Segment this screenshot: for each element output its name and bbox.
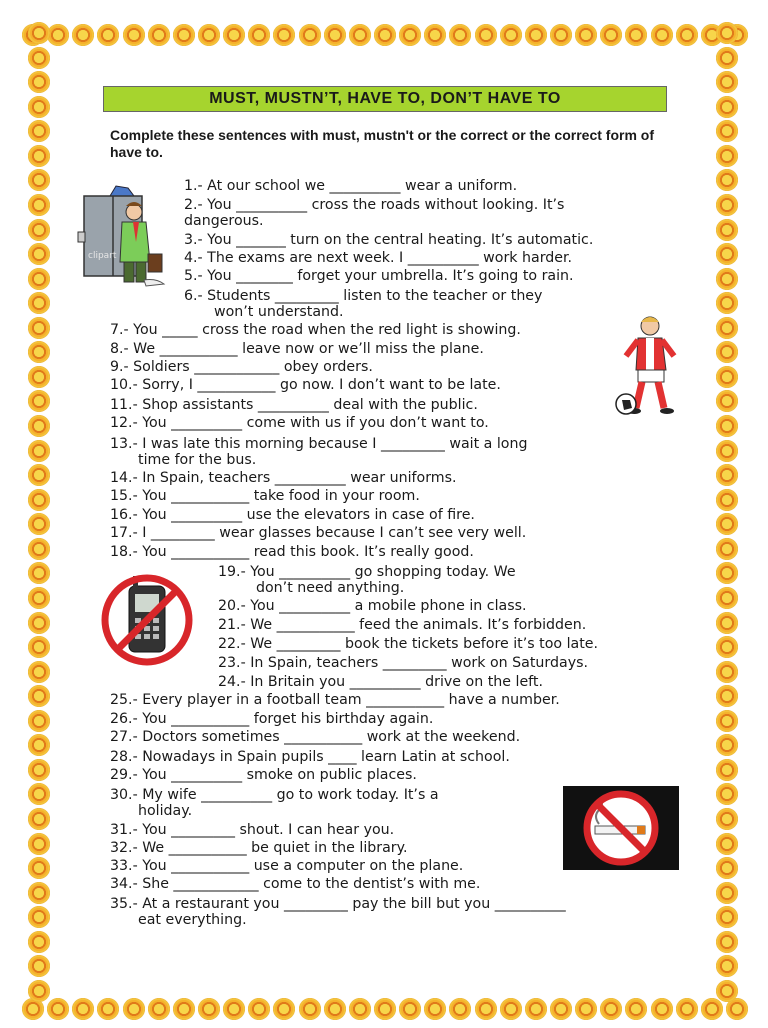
sun-border-icon xyxy=(525,998,547,1020)
exercise-sentence xyxy=(110,470,457,486)
sun-border-icon xyxy=(399,24,421,46)
sun-border-icon xyxy=(28,980,50,1002)
sun-border-icon xyxy=(550,998,572,1020)
sun-border-icon xyxy=(97,998,119,1020)
sentence-continuation: won’t understand. xyxy=(214,304,344,320)
sun-border-icon xyxy=(28,783,50,805)
sun-border-icon xyxy=(299,24,321,46)
sun-border-icon xyxy=(28,120,50,142)
exercise-sentence xyxy=(184,232,593,248)
exercise-sentence xyxy=(110,525,526,541)
exercise-sentence xyxy=(110,787,439,819)
sun-border-icon xyxy=(550,24,572,46)
exercise-sentence xyxy=(184,268,574,284)
sun-border-icon xyxy=(716,489,738,511)
exercise-sentence xyxy=(110,767,417,783)
exercise-sentence xyxy=(110,876,480,892)
sun-border-icon xyxy=(716,685,738,707)
sentence-text: 1.- At our school we __________ wear a uniform. xyxy=(184,178,518,194)
sun-border-icon xyxy=(399,998,421,1020)
sentence-text: 4.- The exams are next week. I __________ work harder. xyxy=(184,250,573,266)
sentence-text: 12.- You __________ come with us if you don’t want to. xyxy=(110,415,489,431)
sun-border-icon xyxy=(28,587,50,609)
exercise-sentence xyxy=(110,341,484,357)
sun-border-icon xyxy=(716,47,738,69)
sentence-text: 8.- We ___________ leave now or we’ll miss the plane. xyxy=(110,341,484,357)
sun-border-icon xyxy=(716,636,738,658)
sun-border-icon xyxy=(716,857,738,879)
sun-border-icon xyxy=(28,390,50,412)
sun-border-icon xyxy=(173,998,195,1020)
sentence-text: 16.- You __________ use the elevators in case of fire. xyxy=(110,507,475,523)
sun-border-icon xyxy=(716,955,738,977)
sun-border-icon xyxy=(716,22,738,44)
sun-border-icon xyxy=(28,71,50,93)
instructions: Complete these sentences with must, mustn't or the correct or the correct form of have to. xyxy=(110,127,654,160)
sentence-text: 32.- We ___________ be quiet in the library. xyxy=(110,840,408,856)
exercise-sentence xyxy=(218,598,527,614)
sun-border-icon xyxy=(475,24,497,46)
sentence-text: 21.- We ___________ feed the animals. It’s forbidden. xyxy=(218,617,587,633)
sentence-text: 13.- I was late this morning because I _________ wait a long xyxy=(110,436,528,452)
sun-border-icon xyxy=(28,219,50,241)
exercise-sentence xyxy=(110,488,420,504)
sun-border-icon xyxy=(28,612,50,634)
sentence-text: 34.- She ____________ come to the dentist’s with me. xyxy=(110,876,481,892)
sun-border-icon xyxy=(600,998,622,1020)
sun-border-icon xyxy=(173,24,195,46)
sun-border-icon xyxy=(374,998,396,1020)
sun-border-icon xyxy=(716,783,738,805)
sun-border-icon xyxy=(349,998,371,1020)
sun-border-icon xyxy=(223,998,245,1020)
sun-border-icon xyxy=(716,833,738,855)
sentence-text: 29.- You __________ smoke on public places. xyxy=(110,767,417,783)
sun-border-icon xyxy=(28,489,50,511)
sun-border-icon xyxy=(374,24,396,46)
sun-border-icon xyxy=(716,194,738,216)
exercise-sentence xyxy=(110,322,521,338)
sun-border-icon xyxy=(525,24,547,46)
sun-border-icon xyxy=(716,710,738,732)
sun-border-icon xyxy=(148,24,170,46)
sentence-text: 28.- Nowadays in Spain pupils ____ learn Latin at school. xyxy=(110,749,510,765)
sun-border-icon xyxy=(28,710,50,732)
sentence-text: 11.- Shop assistants __________ deal with the public. xyxy=(110,397,478,413)
sun-border-icon xyxy=(625,998,647,1020)
exercise-sentence xyxy=(110,544,474,560)
sun-border-icon xyxy=(716,243,738,265)
sun-border-icon xyxy=(28,759,50,781)
sun-border-icon xyxy=(716,612,738,634)
sun-border-icon xyxy=(716,96,738,118)
sun-border-icon xyxy=(123,24,145,46)
exercise-sentence xyxy=(218,674,543,690)
sun-border-icon xyxy=(28,145,50,167)
sun-border-icon xyxy=(716,169,738,191)
sun-border-icon xyxy=(28,538,50,560)
sun-border-icon xyxy=(716,341,738,363)
sun-border-icon xyxy=(716,366,738,388)
sun-border-icon xyxy=(676,24,698,46)
sun-border-icon xyxy=(676,998,698,1020)
exercise-sentence xyxy=(110,359,373,375)
sun-border-icon xyxy=(716,415,738,437)
exercise-sentence xyxy=(110,377,501,393)
sun-border-icon xyxy=(28,22,50,44)
sentence-continuation: don’t need anything. xyxy=(256,580,405,596)
sun-border-icon xyxy=(248,24,270,46)
exercise-sentence xyxy=(110,840,408,856)
sun-border-icon xyxy=(651,24,673,46)
exercise-sentence xyxy=(184,288,542,320)
sun-border-icon xyxy=(500,998,522,1020)
sun-border-icon xyxy=(28,636,50,658)
sun-border-icon xyxy=(716,145,738,167)
exercise-sentence xyxy=(110,415,489,431)
sun-border-icon xyxy=(28,292,50,314)
sun-border-icon xyxy=(273,998,295,1020)
sun-border-icon xyxy=(28,464,50,486)
sentence-text: 25.- Every player in a football team ___________ have a number. xyxy=(110,692,560,708)
sun-border-icon xyxy=(248,998,270,1020)
sun-border-icon xyxy=(28,562,50,584)
sentence-continuation: eat everything. xyxy=(138,912,247,928)
sun-border-icon xyxy=(28,734,50,756)
sentence-text: 19.- You __________ go shopping today. We xyxy=(218,564,516,580)
sun-border-icon xyxy=(28,513,50,535)
sun-border-icon xyxy=(28,808,50,830)
sun-border-icon xyxy=(28,955,50,977)
sun-border-icon xyxy=(716,219,738,241)
sun-border-icon xyxy=(716,882,738,904)
sentence-continuation: time for the bus. xyxy=(138,452,257,468)
exercise-sentence xyxy=(110,729,520,745)
sun-border-icon xyxy=(716,808,738,830)
sentence-text: 35.- At a restaurant you _________ pay the bill but you __________ xyxy=(110,896,566,912)
sun-border-icon xyxy=(716,440,738,462)
sentence-text: 14.- In Spain, teachers __________ wear uniforms. xyxy=(110,470,457,486)
sun-border-icon xyxy=(223,24,245,46)
sentence-text: 6.- Students _________ listen to the teacher or they xyxy=(184,288,543,304)
clipart-watermark: clipart xyxy=(88,251,117,261)
sun-border-icon xyxy=(28,685,50,707)
sun-border-icon xyxy=(28,661,50,683)
sun-border-icon xyxy=(28,194,50,216)
exercise-sentence xyxy=(110,397,478,413)
border-left xyxy=(28,22,58,1002)
sun-border-icon xyxy=(198,998,220,1020)
exercise-sentence xyxy=(110,436,527,468)
sentence-text: 3.- You _______ turn on the central heating. It’s automatic. xyxy=(184,232,594,248)
sentence-continuation: holiday. xyxy=(138,803,193,819)
sentence-text: 27.- Doctors sometimes ___________ work at the weekend. xyxy=(110,729,521,745)
sun-border-icon xyxy=(28,906,50,928)
sun-border-icon xyxy=(72,998,94,1020)
sun-border-icon xyxy=(28,268,50,290)
sun-border-icon xyxy=(349,24,371,46)
exercise-sentence xyxy=(218,655,588,671)
sun-border-icon xyxy=(28,169,50,191)
border-top xyxy=(22,24,748,54)
sentence-text: 18.- You ___________ read this book. It’s really good. xyxy=(110,544,474,560)
sentence-text: 23.- In Spain, teachers _________ work on Saturdays. xyxy=(218,655,588,671)
exercise-sentence xyxy=(110,507,475,523)
sentence-text: 22.- We _________ book the tickets before it’s too late. xyxy=(218,636,599,652)
sun-border-icon xyxy=(716,464,738,486)
businessman-elevator-icon xyxy=(76,182,176,288)
sentence-text: 33.- You ___________ use a computer on the plane. xyxy=(110,858,464,874)
sun-border-icon xyxy=(28,243,50,265)
sun-border-icon xyxy=(716,317,738,339)
title-text: MUST, MUSTN’T, HAVE TO, DON’T HAVE TO xyxy=(209,90,561,107)
sun-border-icon xyxy=(716,292,738,314)
sun-border-icon xyxy=(148,998,170,1020)
sentence-text: 17.- I _________ wear glasses because I can’t see very well. xyxy=(110,525,527,541)
sun-border-icon xyxy=(600,24,622,46)
sun-border-icon xyxy=(97,24,119,46)
exercise-sentence xyxy=(218,636,598,652)
sentence-text: 24.- In Britain you __________ drive on the left. xyxy=(218,674,543,690)
sun-border-icon xyxy=(28,415,50,437)
sun-border-icon xyxy=(716,390,738,412)
sun-border-icon xyxy=(273,24,295,46)
exercise-sentence xyxy=(218,617,586,633)
no-smoking-icon xyxy=(563,786,679,870)
exercise-sentence xyxy=(184,250,572,266)
border-right xyxy=(716,22,746,1002)
sun-border-icon xyxy=(198,24,220,46)
sun-border-icon xyxy=(575,24,597,46)
sun-border-icon xyxy=(651,998,673,1020)
sun-border-icon xyxy=(716,587,738,609)
sun-border-icon xyxy=(28,366,50,388)
sun-border-icon xyxy=(324,998,346,1020)
sun-border-icon xyxy=(424,24,446,46)
sun-border-icon xyxy=(28,440,50,462)
sun-border-icon xyxy=(28,47,50,69)
sun-border-icon xyxy=(28,882,50,904)
sun-border-icon xyxy=(575,998,597,1020)
sun-border-icon xyxy=(716,734,738,756)
sun-border-icon xyxy=(28,341,50,363)
sun-border-icon xyxy=(449,24,471,46)
sentence-text: 15.- You ___________ take food in your room. xyxy=(110,488,420,504)
sun-border-icon xyxy=(28,96,50,118)
sun-border-icon xyxy=(123,998,145,1020)
sun-border-icon xyxy=(716,759,738,781)
sun-border-icon xyxy=(716,120,738,142)
sun-border-icon xyxy=(716,931,738,953)
sentence-text: 7.- You _____ cross the road when the red light is showing. xyxy=(110,322,521,338)
sentence-text: 31.- You _________ shout. I can hear you. xyxy=(110,822,395,838)
exercise-sentence xyxy=(110,858,463,874)
sun-border-icon xyxy=(424,998,446,1020)
sun-border-icon xyxy=(716,661,738,683)
exercise-sentence xyxy=(110,822,394,838)
sun-border-icon xyxy=(716,513,738,535)
sun-border-icon xyxy=(72,24,94,46)
sentence-text: 5.- You ________ forget your umbrella. It’s going to rain. xyxy=(184,268,574,284)
sentence-text: 30.- My wife __________ go to work today. It’s a xyxy=(110,787,439,803)
footballer-icon xyxy=(610,312,702,420)
exercise-sentence xyxy=(110,711,433,727)
no-mobile-phone-icon xyxy=(97,572,197,668)
exercise-sentence xyxy=(184,178,517,194)
exercise-sentence xyxy=(184,197,564,229)
sentence-text: 2.- You __________ cross the roads without looking. It’s xyxy=(184,197,565,213)
sun-border-icon xyxy=(625,24,647,46)
sentence-continuation: dangerous. xyxy=(184,213,264,229)
exercise-sentence xyxy=(110,896,566,928)
sun-border-icon xyxy=(716,562,738,584)
sentence-text: 10.- Sorry, I ___________ go now. I don’t want to be late. xyxy=(110,377,501,393)
sun-border-icon xyxy=(28,833,50,855)
sun-border-icon xyxy=(716,906,738,928)
sentence-text: 20.- You __________ a mobile phone in class. xyxy=(218,598,527,614)
exercise-sentence xyxy=(218,564,516,596)
exercise-sentence xyxy=(110,749,510,765)
sun-border-icon xyxy=(716,538,738,560)
worksheet-title xyxy=(103,86,667,112)
sun-border-icon xyxy=(716,980,738,1002)
exercise-sentence xyxy=(110,692,560,708)
sun-border-icon xyxy=(475,998,497,1020)
sun-border-icon xyxy=(28,317,50,339)
sun-border-icon xyxy=(28,857,50,879)
sun-border-icon xyxy=(449,998,471,1020)
sun-border-icon xyxy=(299,998,321,1020)
sun-border-icon xyxy=(716,268,738,290)
sentence-text: 9.- Soldiers ____________ obey orders. xyxy=(110,359,373,375)
sun-border-icon xyxy=(28,931,50,953)
sun-border-icon xyxy=(324,24,346,46)
sun-border-icon xyxy=(500,24,522,46)
sentence-text: 26.- You ___________ forget his birthday again. xyxy=(110,711,434,727)
sun-border-icon xyxy=(716,71,738,93)
